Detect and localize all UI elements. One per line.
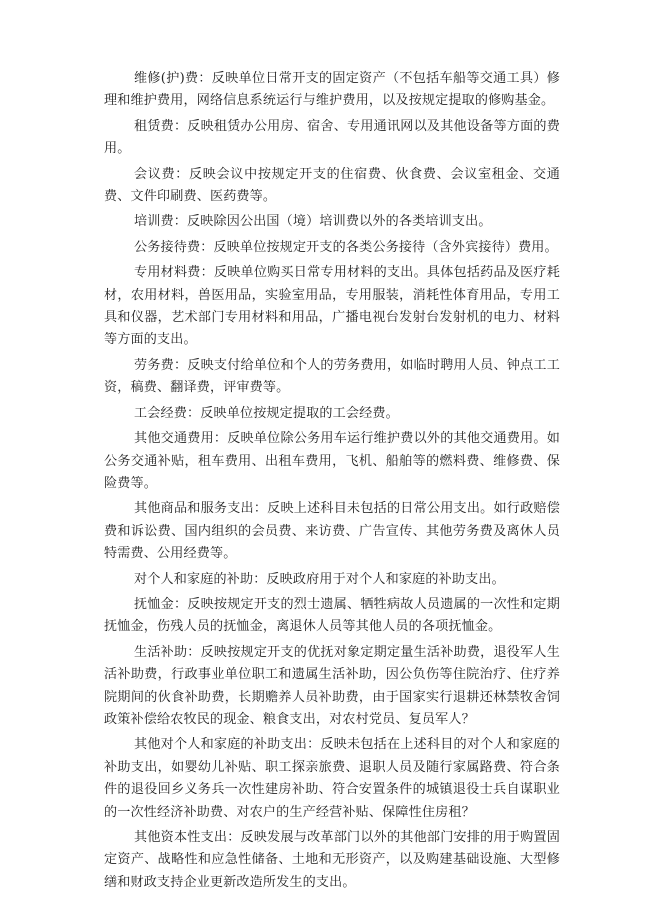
paragraph-maintenance-fee: 维修(护)费：反映单位日常开支的固定资产（不包括车船等交通工具）修理和维护费用，网络信息系统运行与维护费用，以及按规定提取的修购基金。 <box>104 71 560 109</box>
paragraph-other-capital-expenditure: 其他资本性支出：反映发展与改革部门以外的其他部门安排的用于购置固定资产、战略性和应急性储备、土地和无形资产，以及购建基础设施、大型修缮和财政支持企业更新改造所发生的支出。 <box>104 830 560 890</box>
paragraph-union-fund: 工会经费：反映单位按规定提取的工会经费。 <box>134 405 399 421</box>
paragraph-pension: 抚恤金：反映按规定开支的烈士遗属、牺牲病故人员遗属的一次性和定期抚恤金，伤残人员的抚恤金，离退休人员等其他人员的各项抚恤金。 <box>104 596 560 635</box>
paragraph-living-subsidy: 生活补助：反映按规定开支的优抚对象定期定量生活补助费，退役军人生活补助费，行政事业单位职工和遗属生活补助，因公负伤等住院治疗、住疗养院期间的伙食补助费，长期赡养人员补助费，由于国家实行退耕还林禁牧舍饲政策补偿给农牧民的现金、粮食支出，对农村党员、复员军人？ <box>104 644 560 727</box>
paragraph-meeting-fee: 会议费：反映会议中按规定开支的住宿费、伙食费、会议室租金、交通费、文件印刷费、医药费等。 <box>104 166 560 205</box>
paragraph-household-subsidy: 对个人和家庭的补助：反映政府用于对个人和家庭的补助支出。 <box>134 571 505 587</box>
paragraph-labor-fee: 劳务费：反映支付给单位和个人的劳务费用，如临时聘用人员、钟点工工资，稿费、翻译费，评审费等。 <box>104 357 560 396</box>
paragraph-special-materials-fee: 专用材料费：反映单位购买日常专用材料的支出。具体包括药品及医疗耗材，农用材料，兽医用品，实验室用品，专用服装，消耗性体育用品，专用工具和仪器，艺术部门专用材料和用品，广播电视台发射台发射机的电力、材料等方面的支出。 <box>104 265 560 348</box>
paragraph-reception-fee: 公务接待费：反映单位按规定开支的各类公务接待（含外宾接待）费用。 <box>134 239 558 255</box>
paragraph-training-fee: 培训费：反映除因公出国（境）培训费以外的各类培训支出。 <box>134 214 492 230</box>
document-body <box>104 68 560 897</box>
paragraph-other-household-subsidy: 其他对个人和家庭的补助支出：反映未包括在上述科目的对个人和家庭的补助支出，如婴幼儿补贴、职工探亲旅费、退职人员及随行家属路费、符合条件的退役回乡义务兵一次性建房补助、符合安置条件的城镇退役士兵自谋职业的一次性经济补助费、对农户的生产经营补贴、保障性住房租？ <box>104 737 560 820</box>
paragraph-other-transport: 其他交通费用：反映单位除公务用车运行维护费以外的其他交通费用。如公务交通补贴，租车费用、出租车费用，飞机、船舶等的燃料费、维修费、保险费等。 <box>104 431 560 491</box>
paragraph-rental-fee: 租赁费：反映租赁办公用房、宿舍、专用通讯网以及其他设备等方面的费用。 <box>104 118 560 157</box>
paragraph-other-goods-services: 其他商品和服务支出：反映上述科目未包括的日常公用支出。如行政赔偿费和诉讼费、国内组织的会员费、来访费、广告宣传、其他劳务费及离休人员特需费、公用经费等。 <box>104 501 560 562</box>
